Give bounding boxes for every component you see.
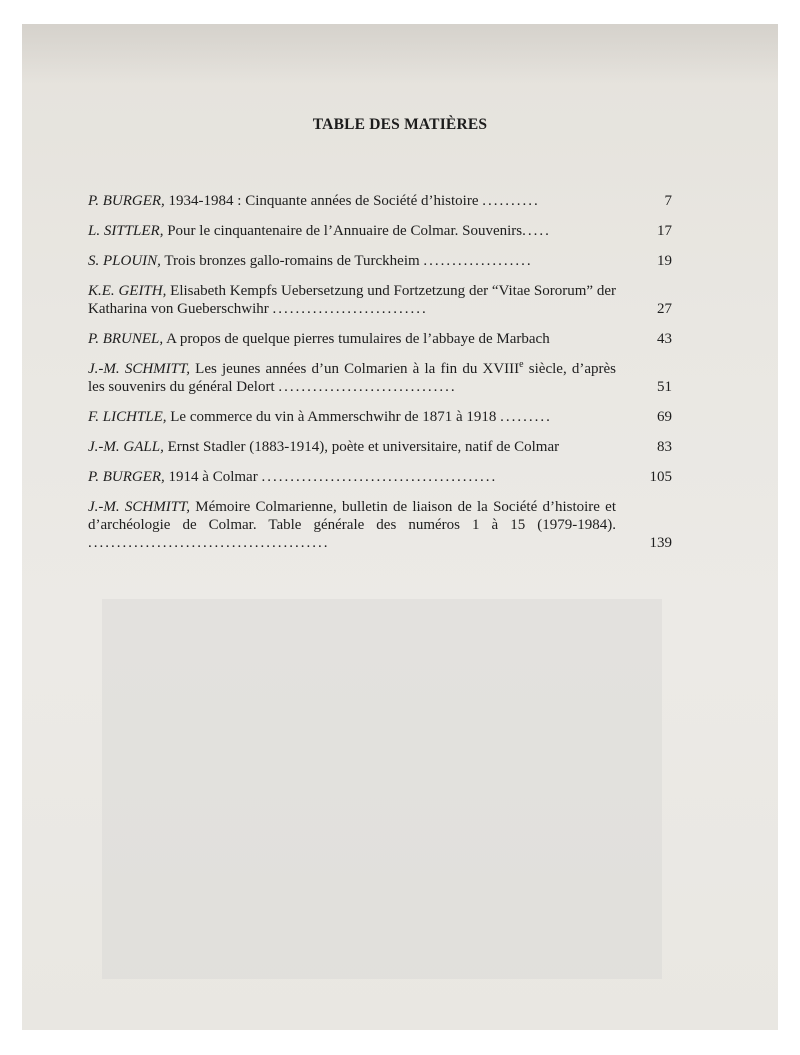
entry-author: F. LICHTLE, — [88, 409, 167, 425]
entry-author: S. PLOUIN, — [88, 253, 161, 269]
leader-dots: ................... — [423, 253, 533, 269]
toc-entry — [88, 498, 672, 552]
entry-title: 1914 à Colmar — [168, 469, 258, 485]
page-number: 27 — [657, 301, 672, 317]
toc-entry — [88, 438, 672, 456]
entry-title: Trois bronzes gallo-romains de Turckheim — [164, 253, 420, 269]
entry-title-part: siècle, d’après les souvenirs du général Delort — [88, 361, 617, 395]
entry-title: Pour le cinquantenaire de l’Annuaire de Colmar. Souvenirs — [167, 223, 523, 239]
photographed-page — [22, 24, 778, 1030]
page-number: 43 — [657, 331, 672, 347]
page-title: TABLE DES MATIÈRES — [312, 116, 488, 133]
leader-dots: ......................................... — [261, 469, 498, 485]
toc-entry — [88, 282, 672, 318]
page-number: 139 — [649, 535, 672, 551]
entry-title: A propos de quelque pierres tumulaires de l’abbaye de Marbach — [166, 331, 550, 347]
page-number: 51 — [657, 379, 672, 395]
page-number: 19 — [657, 253, 672, 269]
entry-author: P. BRUNEL, — [88, 331, 164, 347]
toc-entry — [88, 408, 672, 426]
page-number: 105 — [649, 469, 672, 485]
entry-author: L. SITTLER, — [88, 223, 164, 239]
entry-author: K.E. GEITH, — [88, 283, 167, 299]
toc-entry — [88, 222, 672, 240]
leader-dots: ..... — [522, 223, 551, 239]
toc-entry — [88, 468, 672, 486]
page-number: 69 — [657, 409, 672, 425]
toc-entry — [88, 330, 672, 348]
page-number: 17 — [657, 223, 672, 239]
entry-title: 1934-1984 : Cinquante années de Société d’histoire — [168, 193, 479, 209]
entry-title: Elisabeth Kempfs Uebersetzung und Fortzetzung der “Vitae Sororum” der Katharina von Gueberschwihr — [88, 283, 617, 317]
leader-dots: ......... — [500, 409, 552, 425]
table-of-contents — [88, 192, 672, 564]
toc-entry — [88, 360, 672, 396]
leader-dots: .......... — [482, 193, 540, 209]
entry-author: J.-M. GALL, — [88, 439, 164, 455]
entry-title-part: Les jeunes années d’un Colmarien à la fin du XVIII — [195, 361, 520, 377]
toc-entry — [88, 192, 672, 210]
entry-author: P. BURGER, — [88, 469, 165, 485]
entry-author: J.-M. SCHMITT, — [88, 499, 191, 515]
superscript: e — [519, 359, 524, 370]
leader-dots: ........................... — [272, 301, 428, 317]
entry-title: Ernst Stadler (1883-1914), poète et universitaire, natif de Colmar — [167, 439, 560, 455]
page-number: 7 — [664, 193, 672, 209]
entry-title: Le commerce du vin à Ammerschwihr de 1871 à 1918 — [170, 409, 497, 425]
leader-dots: ............................... — [278, 379, 457, 395]
entry-title: Mémoire Colmarienne, bulletin de liaison de la Société d’histoire et d’archéologie de Colmar. Table générale des numéros 1 à 15 (1979-1984). — [88, 499, 616, 533]
leader-dots: .......................................... — [88, 535, 330, 551]
page-number: 83 — [657, 439, 672, 455]
entry-author: J.-M. SCHMITT, — [88, 361, 190, 377]
toc-entry — [88, 252, 672, 270]
entry-author: P. BURGER, — [88, 193, 165, 209]
